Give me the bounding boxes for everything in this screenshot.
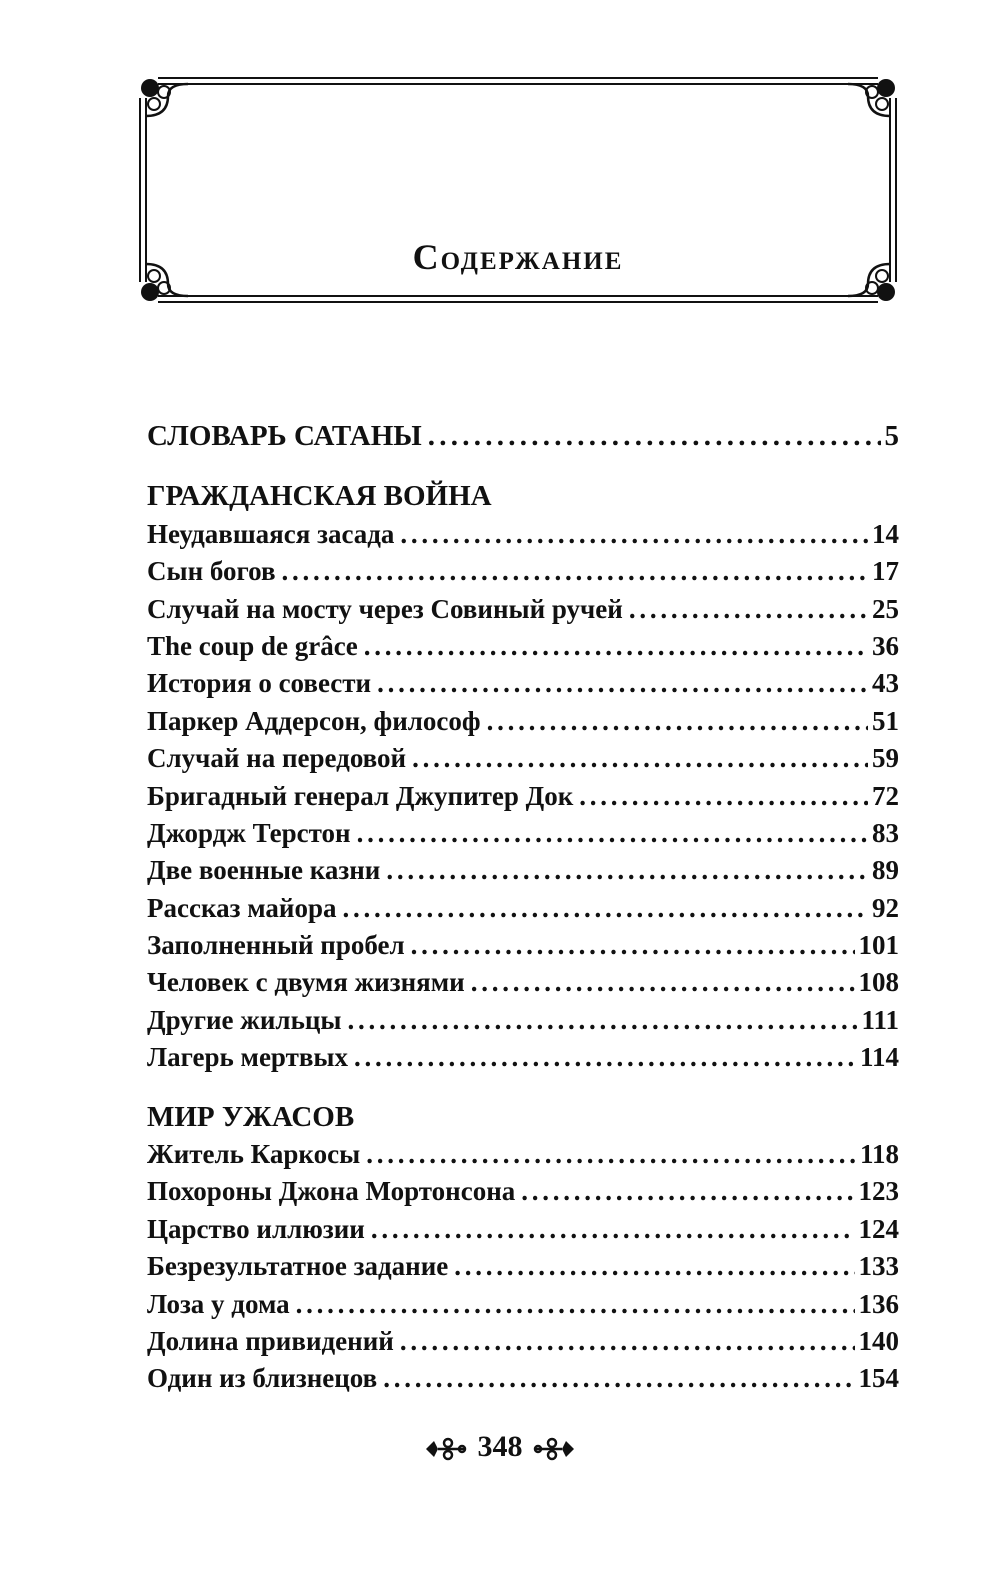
entry-page: 36: [872, 630, 899, 661]
entry-page: 43: [872, 668, 899, 699]
entry-title: Рассказ майора: [147, 892, 337, 923]
leader-dots: [412, 740, 868, 777]
entry-page: 72: [872, 780, 899, 811]
entry-page: 89: [872, 855, 899, 886]
entry-title: Заполненный пробел: [147, 930, 405, 961]
leader-dots: [282, 553, 868, 590]
entry-title: Житель Каркосы: [147, 1139, 361, 1170]
toc-entry[interactable]: [147, 740, 899, 777]
entry-page: 108: [858, 967, 899, 998]
toc-entry[interactable]: [147, 703, 899, 740]
leader-dots: [377, 665, 868, 702]
entry-page: 83: [872, 817, 899, 848]
toc-entry[interactable]: [147, 591, 899, 628]
entry-page: 101: [858, 930, 899, 961]
title-frame: [138, 76, 898, 304]
toc-entry[interactable]: [147, 927, 899, 964]
entry-title: Джордж Терстон: [147, 817, 351, 848]
toc-entry[interactable]: [147, 815, 899, 852]
entry-title: Две военные казни: [147, 855, 381, 886]
leader-dots: [296, 1286, 855, 1323]
leader-dots: [411, 927, 855, 964]
leader-dots: [400, 516, 868, 553]
leader-dots: [354, 1039, 856, 1076]
entry-title: Неудавшаяся засада: [147, 518, 395, 549]
toc-entry[interactable]: [147, 890, 899, 927]
entry-title: Один из близнецов: [147, 1363, 378, 1394]
toc-entry[interactable]: [147, 628, 899, 665]
toc-entry[interactable]: [147, 852, 899, 889]
toc-entry[interactable]: [147, 516, 899, 553]
leader-dots: [366, 1136, 856, 1173]
section-entries: [147, 1136, 899, 1398]
leader-dots: [400, 1323, 855, 1360]
entry-page: 140: [858, 1325, 899, 1356]
entry-page: 154: [858, 1363, 899, 1394]
toc-entry[interactable]: [147, 1136, 899, 1173]
leader-dots: [629, 591, 868, 628]
leader-dots: [357, 815, 868, 852]
entry-title: The coup de grâce: [147, 630, 358, 661]
entry-page: 92: [872, 892, 899, 923]
entry-title: Случай на мосту через Совиный ручей: [147, 593, 623, 624]
entry-title: Долина привидений: [147, 1325, 394, 1356]
section-entries: [147, 516, 899, 1077]
toc-entry[interactable]: [147, 1173, 899, 1210]
toc-entry[interactable]: [147, 1002, 899, 1039]
page-title: Содержание: [412, 237, 624, 277]
entry-title: Другие жильцы: [147, 1004, 342, 1035]
section-heading: МИР УЖАСОВ: [147, 1100, 355, 1133]
entry-page: 5: [884, 420, 899, 452]
entry-title: Случай на передовой: [147, 743, 407, 774]
entry-page: 17: [872, 556, 899, 587]
toc-entry[interactable]: [147, 1248, 899, 1285]
entry-page: 111: [861, 1004, 899, 1035]
leader-dots: [343, 890, 869, 927]
entry-title: Сын богов: [147, 556, 276, 587]
page-number: 348: [477, 1430, 523, 1463]
entry-title: Паркер Аддерсон, философ: [147, 705, 481, 736]
leader-dots: [347, 1002, 857, 1039]
entry-title: История о совести: [147, 668, 372, 699]
ornament-right-icon: [530, 1436, 576, 1462]
entry-page: 59: [872, 743, 899, 774]
entry-page: 114: [859, 1042, 899, 1073]
leader-dots: [428, 418, 881, 455]
entry-page: 133: [858, 1251, 899, 1282]
entry-title: Царство иллюзии: [147, 1213, 365, 1244]
ornament-left-icon: [424, 1436, 470, 1462]
entry-title: Лагерь мертвых: [147, 1042, 349, 1073]
entry-page: 124: [858, 1213, 899, 1244]
entry-title: Бригадный генерал Джупитер Док: [147, 780, 574, 811]
entry-page: 118: [859, 1139, 899, 1170]
entry-page: 136: [858, 1288, 899, 1319]
entry-title: Похороны Джона Мортонсона: [147, 1176, 516, 1207]
toc-entry[interactable]: [147, 1286, 899, 1323]
leader-dots: [386, 852, 868, 889]
toc-entry[interactable]: [147, 665, 899, 702]
toc-entry[interactable]: [147, 418, 899, 455]
table-of-contents: [147, 418, 899, 1398]
entry-title: Лоза у дома: [147, 1288, 290, 1319]
toc-entry[interactable]: [147, 1039, 899, 1076]
leader-dots: [383, 1360, 854, 1397]
entry-page: 25: [872, 593, 899, 624]
toc-entry[interactable]: [147, 964, 899, 1001]
toc-entry[interactable]: [147, 553, 899, 590]
leader-dots: [364, 628, 868, 665]
page-footer: [0, 1430, 1000, 1464]
leader-dots: [521, 1173, 854, 1210]
leader-dots: [471, 964, 855, 1001]
toc-entry[interactable]: [147, 1323, 899, 1360]
leader-dots: [579, 778, 868, 815]
toc-entry[interactable]: [147, 778, 899, 815]
leader-dots: [454, 1248, 854, 1285]
entry-title: Человек с двумя жизнями: [147, 967, 465, 998]
toc-entry[interactable]: [147, 1211, 899, 1248]
entry-title: СЛОВАРЬ САТАНЫ: [147, 420, 422, 452]
entry-page: 123: [858, 1176, 899, 1207]
entry-title: Безрезультатное задание: [147, 1251, 449, 1282]
section-heading: ГРАЖДАНСКАЯ ВОЙНА: [147, 480, 492, 513]
leader-dots: [371, 1211, 855, 1248]
entry-page: 14: [872, 518, 899, 549]
entry-page: 51: [872, 705, 899, 736]
leader-dots: [487, 703, 868, 740]
toc-entry[interactable]: [147, 1360, 899, 1397]
